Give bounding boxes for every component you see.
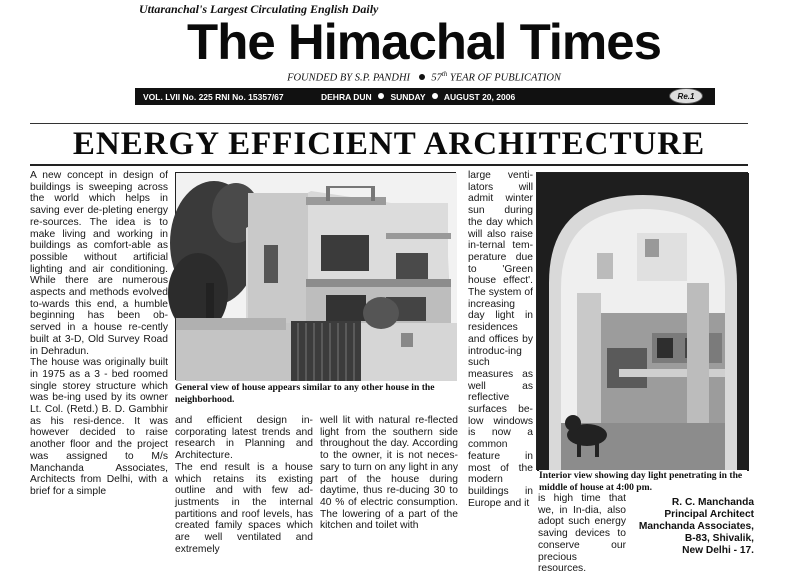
city-name: DEHRA DUN (321, 91, 372, 102)
article-column-2 (175, 415, 313, 563)
author-title: Principal Architect (664, 509, 754, 520)
volume-number: VOL. LVII No. 225 RNI No. 15357/67 (143, 91, 284, 102)
paragraph: The end result is a house which retains its existing outline and with few ad-justments in the internal partitions and roof levels, has created family spaces which are well ventilated and extremely (175, 461, 313, 555)
author-signature-block (628, 497, 754, 557)
dateline (321, 92, 707, 102)
house-interior-photo (536, 172, 748, 470)
article-column-5 (538, 493, 626, 575)
publication-year-text: YEAR OF PUBLICATION (449, 72, 561, 84)
article-column-4 (468, 170, 533, 560)
issue-date: AUGUST 20, 2006 (443, 91, 516, 102)
interior-photo-caption: Interior view showing day light penetrating in the middle of house at 4:00 pm. (539, 470, 747, 493)
author-name: R. C. Manchanda (671, 497, 754, 508)
paragraph: A new concept in design of buildings is sweeping across the world which helps in saving ever de-pleting energy re-sources. The idea is to make living and working in buildings as comfort-able as possible without artificial lighting and air conditioning. While there are numerous aspects and methods evolved to-wards this end, a humble beginning has been ob-served in a house re-cently built at 3-D, Old Survey Road in Dehradun. (30, 170, 168, 357)
bullet-icon (378, 93, 384, 99)
masthead-tagline: Uttaranchal's Largest Circulating English Daily (139, 2, 379, 16)
founder-line (133, 70, 715, 84)
paragraph: The house was originally built in 1975 as a 3 - bed roomed single storey structure which was be-ing used by its owner Lt. Col. (Retd.) B. D. Gambhir as his resi-dence. It was however decided to raise another floor and the project was assigned to M/s Manchanda Associates, Architects from Delhi, with a brief for a simple (30, 357, 168, 497)
edition-info-bar (135, 88, 715, 105)
masthead (133, 0, 715, 108)
weekday: SUNDAY (390, 91, 426, 102)
bullet-icon (419, 74, 425, 80)
publication-year-suffix: th (441, 70, 448, 78)
article-headline: ENERGY EFFICIENT ARCHITECTURE (72, 126, 706, 162)
house-exterior-photo (175, 172, 456, 380)
newspaper-name: The Himachal Times (187, 14, 661, 70)
publication-year-number: 57 (431, 72, 442, 84)
author-firm: Manchanda Associates, (638, 521, 754, 532)
founder-text: FOUNDED BY S.P. PANDHI (287, 72, 411, 84)
headline-bottom-rule (30, 164, 748, 166)
price-badge: Re.1 (669, 88, 703, 104)
author-city: New Delhi - 17. (682, 545, 754, 556)
bullet-icon (432, 93, 438, 99)
exterior-photo-caption: General view of house appears similar to any other house in the neighborhood. (175, 382, 435, 405)
paragraph: large venti-lators will admit winter sun during the day which will also raise in-ternal tem-perature due to 'Green house effect'. The system of increasing day light in residences and offices by introduc-ing such measures as well as reflective surfaces be-low windows is now a common feature in most of the modern buildings in Europe and it (468, 170, 533, 509)
paragraph: well lit with natural re-flected light from the southern side throughout the day. According to the owner, it is not neces-sary to turn on any light in any part of the house during daytime, thus re-ducing 30 to 40 % of electric consumption. The lowering of a part of the kitchen and toilet with (320, 415, 458, 532)
paragraph: is high time that we, in In-dia, also adopt such energy saving devices to conserve our precious resources. (538, 493, 626, 575)
article-column-1 (30, 170, 168, 560)
paragraph: and efficient design in-corporating latest trends and research in Planning and Architecture. (175, 415, 313, 462)
author-address: B-83, Shivalik, (684, 533, 754, 544)
article-column-3 (320, 415, 458, 563)
